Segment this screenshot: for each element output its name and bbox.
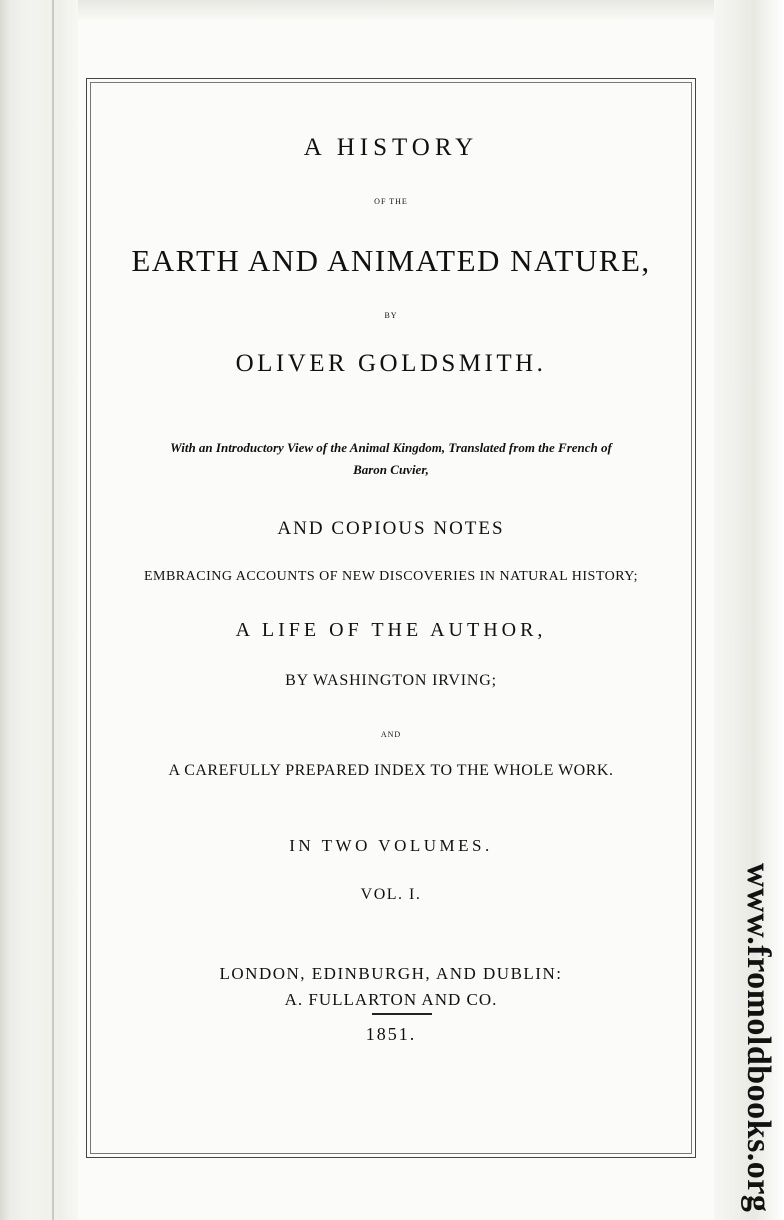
binding-fold	[52, 0, 54, 1220]
index-line: A CAREFULLY PREPARED INDEX TO THE WHOLE WORK.	[168, 762, 614, 779]
connector-and: AND	[380, 730, 402, 739]
imprint-cities: LONDON, EDINBURGH, AND DUBLIN:	[219, 964, 563, 983]
imprint-publisher: A. FULLARTON AND CO.	[284, 990, 498, 1009]
volume-number: VOL. I.	[360, 886, 422, 903]
imprint-rule	[372, 1013, 432, 1015]
author-name: OLIVER GOLDSMITH.	[235, 350, 547, 377]
book-subtitle: EARTH AND ANIMATED NATURE,	[131, 243, 651, 278]
publication-year: 1851.	[365, 1024, 417, 1044]
website-watermark: www.fromoldbooks.org	[740, 863, 777, 1213]
book-title: A HISTORY	[303, 134, 479, 161]
washington-irving-line: BY WASHINGTON IRVING;	[285, 672, 497, 689]
page-top-edge	[0, 0, 784, 22]
author-connector-by: BY	[384, 311, 398, 320]
life-of-author-heading: A LIFE OF THE AUTHOR,	[235, 619, 547, 641]
intro-description-line-1: With an Introductory View of the Animal Kingdom, Translated from the French of	[170, 440, 612, 455]
copious-notes-heading: AND COPIOUS NOTES	[277, 518, 505, 539]
embracing-accounts-line: EMBRACING ACCOUNTS OF NEW DISCOVERIES IN NATURAL HISTORY;	[143, 569, 639, 584]
volumes-line: IN TWO VOLUMES.	[289, 836, 493, 855]
title-connector-of-the: OF THE	[374, 197, 408, 206]
intro-description-line-2: Baron Cuvier,	[353, 462, 429, 477]
page-left-margin	[0, 0, 78, 1220]
